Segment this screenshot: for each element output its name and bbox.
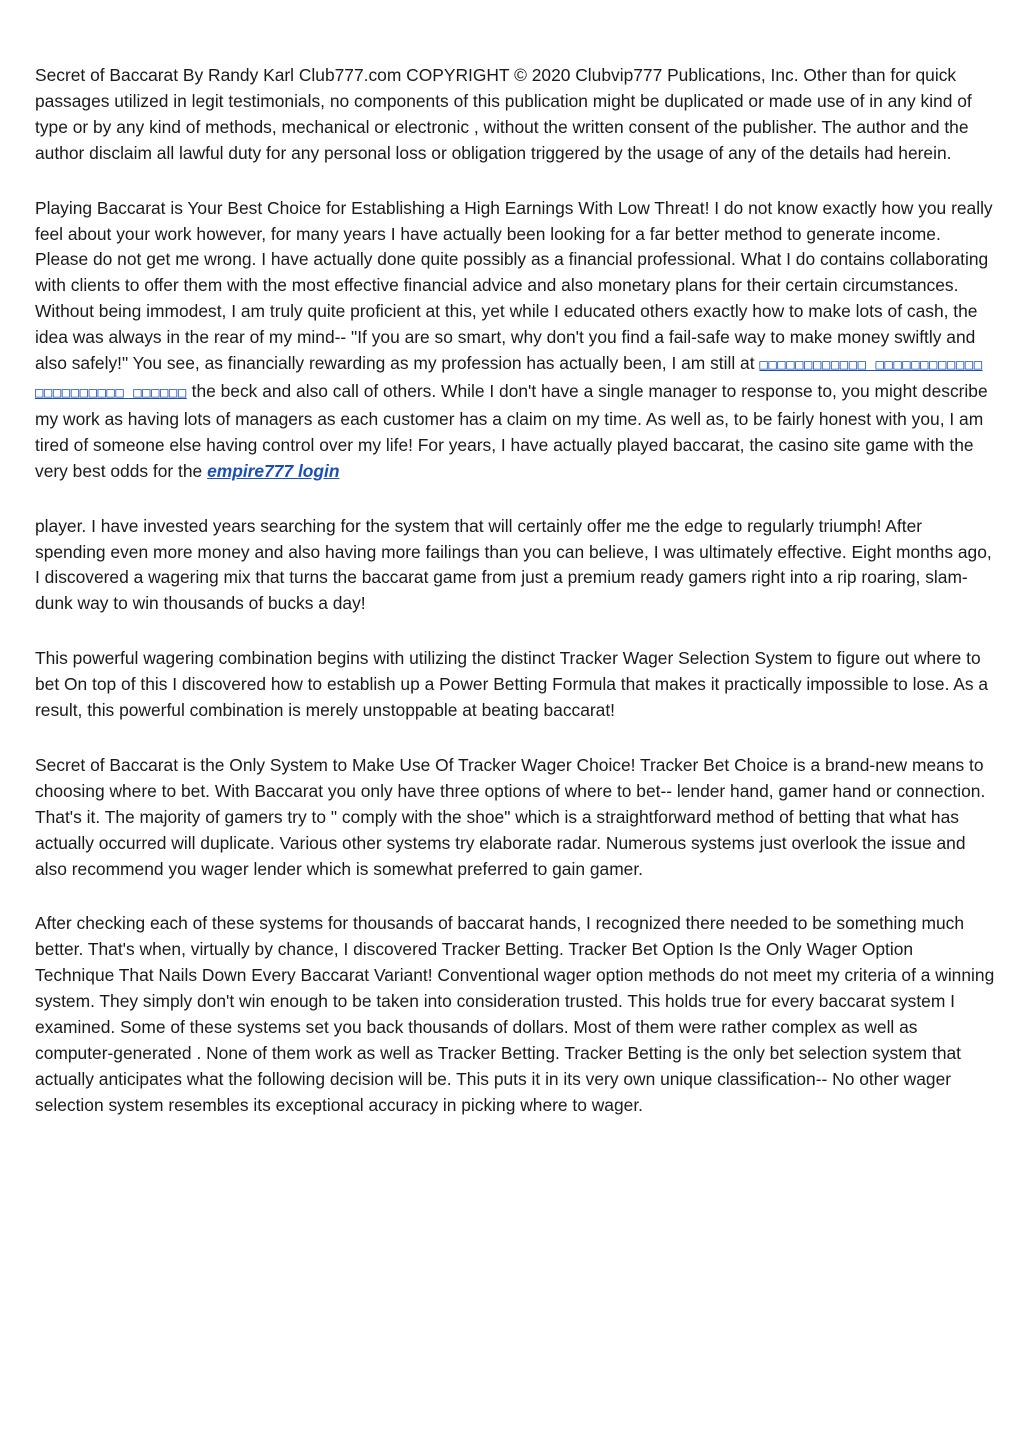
intro-text-continued: the beck and also call of others. While I don't have a single manager to response to, you might describe my work as having lots of managers as each customer has a claim on my time. As well as, to be fairly honest with you, I am tired of someone else having control over my life! For years, I have actually played baccarat, the casino site game with the very best odds for the [35,380,988,481]
tracker-betting-paragraph: After checking each of these systems for thousands of baccarat hands, I recognized there needed to be something much better. That's when, virtually by chance, I discovered Tracker Betting. Tracker Bet Option Is the Only Wager Option Technique That Nails Down Every Baccarat Variant! Conventional wager option methods do not meet my criteria of a winning system. They simply don't win enough to be taken into consideration trusted. This holds true for every baccarat system I examined. Some of these systems set you back thousands of dollars. Most of them were rather complex as well as computer-generated . None of them work as well as Tracker Betting. Tracker Betting is the only bet selection system that actually anticipates what the following decision will be. This puts it in its very own unique classification-- No other wager selection system resembles its exceptional accuracy in picking where to wager. [35,913,995,1115]
intro-paragraph [35,196,995,485]
inline-link-foreign[interactable]: □□□□□□□□□□□□ □□□□□□□□□□□□ □□□□□□□□□□ □□□□□□ [35,357,983,401]
document-body [35,63,995,1148]
intro-text: Playing Baccarat is Your Best Choice for Establishing a High Earnings With Low Threat! I do not know exactly how you really feel about your work however, for many years I have actually been looking for a far better method to generate income. Please do not get me wrong. I have actually done quite possibly as a financial professional. What I do contains collaborating with clients to offer them with the most effective financial advice and also monetary plans for their certain circumstances. Without being immodest, I am truly quite proficient at this, yet while I educated others exactly how to make lots of cash, the idea was always in the rear of my mind-- "If you are so smart, why don't you find a fail-safe way to make money swiftly and also safely!" You see, as financially rewarding as my profession has actually been, I am still at [35,197,993,374]
combination-paragraph: This powerful wagering combination begins with utilizing the distinct Tracker Wager Selection System to figure out where to bet On top of this I discovered how to establish up a Power Betting Formula that makes it practically impossible to lose. As a result, this powerful combination is merely unstoppable at beating baccarat! [35,648,989,721]
player-paragraph: player. I have invested years searching for the system that will certainly offer me the edge to regularly triumph! After spending even more money and also having more failings than you can believe, I was ultimately effective. Eight months ago, I discovered a wagering mix that turns the baccarat game from just a premium ready gamers right into a rip roaring, slam-dunk way to win thousands of bucks a day! [35,515,992,614]
tracker-choice-paragraph: Secret of Baccarat is the Only System to Make Use Of Tracker Wager Choice! Tracker Bet Choice is a brand-new means to choosing where to bet. With Baccarat you only have three options of where to bet-- lender hand, gamer hand or connection. That's it. The majority of gamers try to " comply with the shoe" which is a straightforward method of betting that what has actually occurred will duplicate. Various other systems try elaborate radar. Numerous systems just overlook the issue and also recommend you wager lender which is somewhat preferred to gain gamer. [35,754,986,879]
copyright-paragraph: Secret of Baccarat By Randy Karl Club777.com COPYRIGHT © 2020 Clubvip777 Publications, Inc. Other than for quick passages utilized in legit testimonials, no components of this publication might be duplicated or made use of in any kind of type or by any kind of methods, mechanical or electronic , without the written consent of the publisher. The author and the author disclaim all lawful duty for any personal loss or obligation triggered by the usage of any of the details had herein. [35,65,972,163]
empire777-login-link[interactable]: empire777 login [207,460,340,481]
